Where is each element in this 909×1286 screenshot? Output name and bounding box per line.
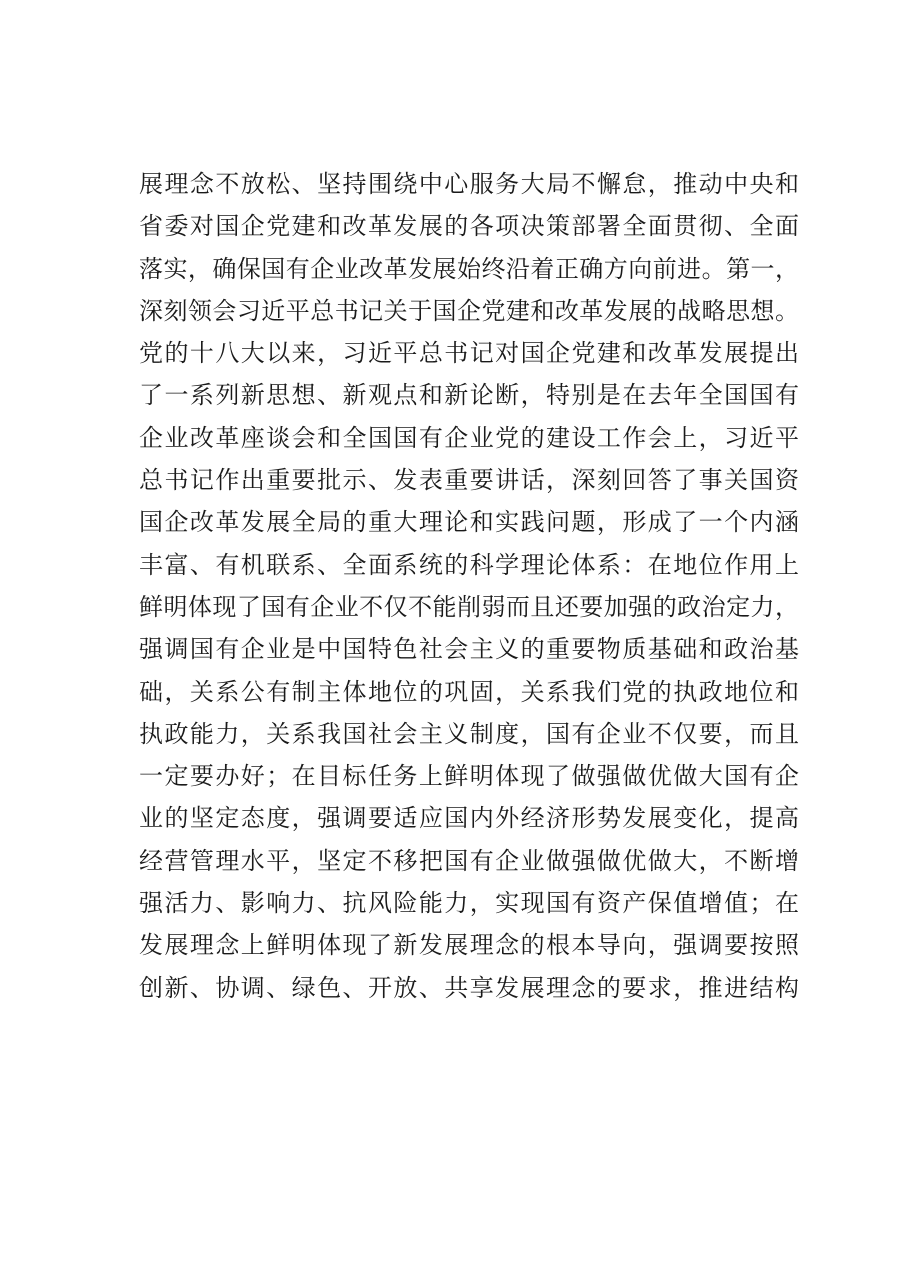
text-line-5: 党的十八大以来，习近平总书记对国企党建和改革发展提出 <box>139 339 799 368</box>
text-line-20: 创新、协调、绿色、开放、共享发展理念的要求，推进结构 <box>139 973 799 1002</box>
text-line-10: 丰富、有机联系、全面系统的科学理论体系：在地位作用上 <box>139 550 799 579</box>
text-line-13: 础，关系公有制主体地位的巩固，关系我们党的执政地位和 <box>139 677 799 706</box>
text-line-1: 展理念不放松、坚持围绕中心服务大局不懈怠，推动中央和 <box>139 170 799 198</box>
text-line-6: 了一系列新思想、新观点和新论断，特别是在去年全国国有 <box>139 381 799 410</box>
text-line-14: 执政能力，关系我国社会主义制度，国有企业不仅要，而且 <box>139 719 799 748</box>
text-line-9: 国企改革发展全局的重大理论和实践问题，形成了一个内涵 <box>139 508 799 537</box>
text-line-2: 省委对国企党建和改革发展的各项决策部署全面贯彻、全面 <box>139 212 799 241</box>
text-line-8: 总书记作出重要批示、发表重要讲话，深刻回答了事关国资 <box>139 466 799 495</box>
text-line-7: 企业改革座谈会和全国国有企业党的建设工作会上，习近平 <box>139 423 799 452</box>
text-line-18: 强活力、影响力、抗风险能力，实现国有资产保值增值；在 <box>139 889 799 918</box>
text-line-3: 落实，确保国有企业改革发展始终沿着正确方向前进。第一， <box>139 254 799 283</box>
text-line-17: 经营管理水平，坚定不移把国有企业做强做优做大，不断增 <box>139 846 799 875</box>
text-line-4: 深刻领会习近平总书记关于国企党建和改革发展的战略思想。 <box>139 296 799 325</box>
text-line-16: 业的坚定态度，强调要适应国内外经济形势发展变化，提高 <box>139 804 799 833</box>
text-line-12: 强调国有企业是中国特色社会主义的重要物质基础和政治基 <box>139 635 799 664</box>
text-line-19: 发展理念上鲜明体现了新发展理念的根本导向，强调要按照 <box>139 931 799 960</box>
text-line-15: 一定要办好；在目标任务上鲜明体现了做强做优做大国有企 <box>139 762 799 791</box>
body-paragraph <box>139 163 799 1009</box>
text-line-11: 鲜明体现了国有企业不仅不能削弱而且还要加强的政治定力， <box>139 592 799 621</box>
